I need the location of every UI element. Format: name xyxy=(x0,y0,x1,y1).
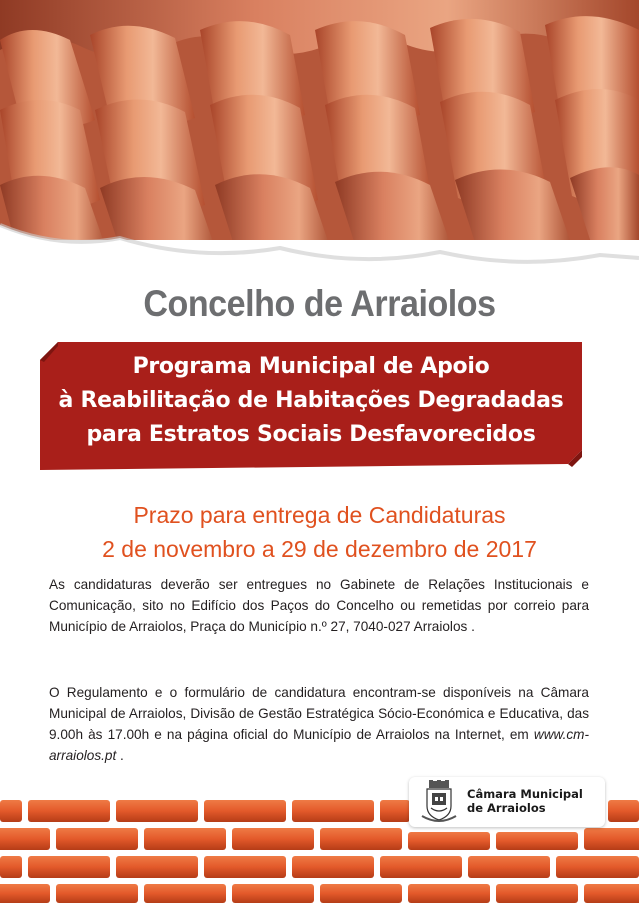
program-title-line2: à Reabilitação de Habitações Degradadas xyxy=(58,388,564,413)
program-title-line1: Programa Municipal de Apoio xyxy=(132,354,490,379)
logo-line1: Câmara Municipal xyxy=(467,787,583,801)
regulation-text: O Regulamento e o formulário de candidatura encontram-se disponíveis na Câmara Municipal de Arraiolos, Divisão de Gestão Estratégica Sócio-Económica e Educativa, das 9.00h às 17.00h e na página oficial do Município de Arraiolos na Internet, em xyxy=(49,685,589,742)
coat-of-arms-icon xyxy=(419,780,459,824)
deadline-block xyxy=(0,498,639,566)
roof-tiles-illustration xyxy=(0,0,639,280)
deadline-title: Prazo para entrega de Candidaturas xyxy=(133,502,506,528)
submission-paragraph: As candidaturas deverão ser entregues no Gabinete de Relações Institucionais e Comunicação, sito no Edifício dos Paços do Concelho ou remetidas por correio para Município de Arraiolos, Praça do Município n.º 27, 7040-027 Arraiolos . xyxy=(49,577,589,634)
logo-text xyxy=(467,787,583,815)
deadline-dates: 2 de novembro a 29 de dezembro de 2017 xyxy=(102,536,537,562)
regulation-end: . xyxy=(116,748,124,763)
headline: Concelho de Arraiolos xyxy=(143,283,496,324)
program-title xyxy=(40,350,582,452)
municipality-logo xyxy=(409,777,605,827)
website-link[interactable]: www.cm-arraiolos.pt xyxy=(49,727,589,763)
program-title-line3: para Estratos Sociais Desfavorecidos xyxy=(86,422,536,447)
regulation-paragraph xyxy=(49,682,589,766)
logo-line2: de Arraiolos xyxy=(467,801,546,815)
